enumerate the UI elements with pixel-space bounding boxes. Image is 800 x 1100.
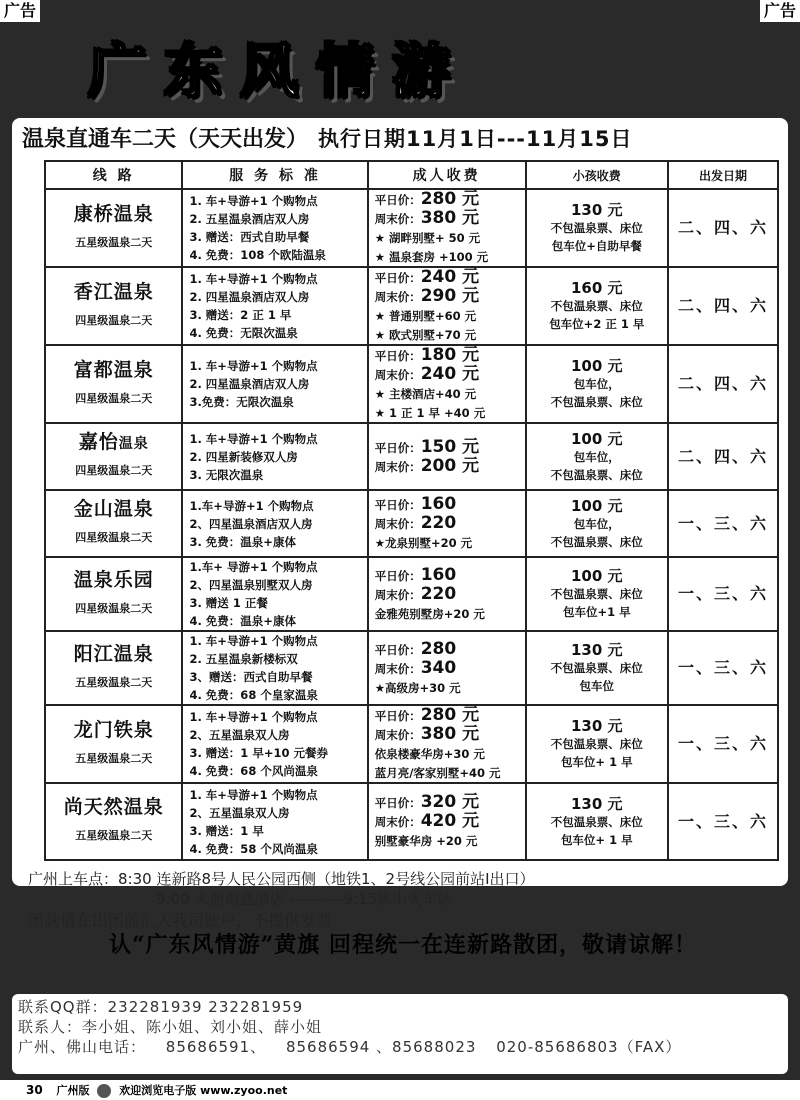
service-item: 2. 五星温泉酒店双人房 (189, 212, 310, 226)
child-price-cell (526, 189, 669, 267)
adult-price-cell (368, 267, 526, 345)
route-cell (45, 557, 182, 631)
adult-price-line (375, 725, 525, 744)
table-row (45, 557, 778, 631)
service-item: 1. 车+导游+1 个购物点 (189, 787, 318, 802)
child-price-cell (526, 783, 669, 860)
price-label: 蓝月亮/客家别墅+40 元 (374, 766, 501, 780)
child-price-note: 包车位， (573, 516, 620, 531)
route-title (46, 280, 181, 303)
price-label: 金雅苑别墅房+20 元 (374, 606, 485, 621)
route-cell (45, 267, 182, 345)
header-adult: 成人收费 (368, 161, 526, 189)
service-item: 3、赠送：西式自助早餐 (189, 670, 313, 684)
departure-days: 一、三、六 (668, 783, 778, 860)
route-cell (45, 783, 182, 860)
child-price-note: 不包温泉票、床位 (550, 587, 643, 601)
price-label: ★ 欧式别墅+70 元 (374, 328, 477, 342)
adult-price-line (375, 659, 525, 678)
route-name: 尚天然温泉 (63, 796, 164, 818)
price-table (44, 160, 779, 861)
child-price-note: 包车位 (579, 679, 615, 693)
route-name: 香江温泉 (73, 280, 154, 303)
service-cell (182, 557, 367, 631)
service-cell (182, 490, 367, 557)
price-value: 180 元 (420, 345, 480, 365)
adult-price-line (375, 209, 525, 228)
route-grade: 四星级温泉二天 (75, 313, 153, 327)
adult-price-line (375, 640, 525, 659)
adult-price-line (375, 403, 525, 422)
headline-title: 温泉直通车二天（天天出发） (22, 126, 309, 152)
departure-days: 二、四、六 (668, 345, 778, 423)
service-item: 3. 赠送：1 早+10 元餐券 (189, 746, 328, 760)
service-item: 1. 车+导游+1 个购物点 (189, 272, 318, 286)
child-price: 130 元 (571, 717, 623, 735)
child-price: 100 元 (571, 567, 623, 585)
adult-price-cell (368, 705, 526, 783)
route-title (46, 358, 181, 381)
departure-days: 二、四、六 (668, 189, 778, 267)
adult-price-line (375, 831, 525, 850)
publisher-logo-icon (97, 1084, 111, 1098)
child-price-cell (526, 705, 669, 783)
contact-phone (18, 1037, 782, 1057)
service-item: 4. 免费：68 个皇家温泉 (189, 688, 318, 702)
price-label: 周末价： (374, 459, 421, 474)
price-label: ★ 温泉套房 +100 元 (374, 250, 489, 264)
price-label: 周末价： (374, 368, 421, 382)
adult-price-line (375, 533, 525, 552)
child-price-note: 包车位+ 1 早 (560, 755, 633, 769)
price-label: 平日价： (374, 349, 421, 363)
adult-price-line (375, 585, 525, 604)
price-label: 平日价： (374, 498, 421, 512)
headline-period: 执行日期11月1日---11月15日 (318, 127, 633, 151)
service-cell (182, 705, 367, 783)
child-price-cell (526, 631, 669, 705)
child-price: 130 元 (571, 641, 623, 659)
child-price-cell (526, 423, 669, 490)
banner (6, 6, 794, 118)
adult-price-line (375, 793, 525, 812)
service-item: 1.车+导游+1 个购物点 (189, 498, 314, 513)
service-cell (182, 267, 367, 345)
table-row (45, 267, 778, 345)
table-header-row (45, 161, 778, 189)
contact-person: 联系人：李小姐、陈小姐、刘小姐、薛小姐 (18, 1018, 323, 1036)
adult-price-line (375, 438, 525, 457)
adult-price-cell (368, 423, 526, 490)
adult-price-line (375, 812, 525, 831)
price-label: ★ 普通别墅+60 元 (374, 309, 477, 323)
service-item: 3. 免费：温泉+康体 (189, 534, 296, 549)
price-label: 周末价： (374, 290, 421, 304)
price-label: 平日价： (374, 568, 421, 583)
price-value: 150 元 (420, 436, 480, 457)
header-service: 服 务 标 准 (182, 161, 367, 189)
table-body (45, 189, 778, 860)
service-item: 2、四星温泉酒店双人房 (189, 516, 313, 531)
route-grade: 五星级温泉二天 (75, 829, 153, 842)
adult-price-line (375, 365, 525, 384)
pickup-point: 广州上车点：8:30 连新路8号人民公园西侧（地铁1、2号线公园前站I出口） (28, 870, 535, 888)
price-value: 240 元 (420, 364, 480, 384)
child-price-note: 不包温泉票、床位 (550, 221, 643, 235)
table-row (45, 490, 778, 557)
adult-price-line (375, 514, 525, 533)
adult-price-cell (368, 783, 526, 860)
route-title (46, 568, 181, 591)
table-row (45, 705, 778, 783)
route-title (46, 202, 181, 225)
price-label: 平日价： (374, 642, 421, 657)
table-row (45, 631, 778, 705)
route-grade: 五星级温泉二天 (75, 675, 153, 689)
child-price-note: 包车位+自助早餐 (551, 239, 642, 253)
service-item: 3. 赠送：1 早 (189, 823, 264, 838)
child-price-cell (526, 267, 669, 345)
route-cell (45, 345, 182, 423)
price-value: 280 (420, 638, 457, 659)
price-value: 220 (420, 583, 457, 604)
service-item: 4. 免费：108 个欧陆温泉 (189, 248, 326, 262)
child-price-note: 不包温泉票、床位 (550, 395, 643, 409)
adult-price-line (375, 268, 525, 287)
adult-price-cell (368, 490, 526, 557)
service-cell (182, 189, 367, 267)
adult-price-cell (368, 189, 526, 267)
route-name: 嘉怡 (78, 431, 119, 453)
price-label: ★ 主楼酒店+40 元 (374, 387, 477, 401)
child-price-note: 包车位， (573, 449, 620, 464)
table-row (45, 423, 778, 490)
payment-note: 团款请在出团前汇入我司账户，不提供发票 (28, 911, 333, 930)
service-item: 4. 免费：58 个风尚温泉 (189, 841, 318, 856)
service-item: 2. 四星温泉酒店双人房 (189, 377, 310, 391)
route-title (46, 642, 181, 665)
route-cell (45, 490, 182, 557)
edition-label: 广州版 (56, 1084, 90, 1097)
service-cell (182, 423, 367, 490)
price-value: 290 元 (420, 286, 480, 306)
table-row (45, 783, 778, 860)
price-label: ★龙泉别墅+20 元 (374, 536, 473, 550)
price-label: ★ 湖畔别墅+ 50 元 (374, 231, 481, 245)
price-label: ★高级房+30 元 (374, 680, 461, 695)
price-label: 周末价： (374, 728, 421, 742)
route-title (46, 500, 181, 520)
adult-price-cell (368, 557, 526, 631)
adult-price-line (375, 287, 525, 306)
price-label: 周末价： (374, 661, 421, 676)
service-item: 2、五星温泉双人房 (189, 728, 290, 742)
footer-text: 欢迎浏览电子版 www.zyoo.net (119, 1084, 288, 1097)
child-price-note: 不包温泉票、床位 (550, 661, 643, 675)
route-name: 温泉乐园 (73, 568, 154, 591)
header-date: 出发日期 (668, 161, 778, 189)
price-value: 220 (420, 513, 457, 533)
route-cell (45, 705, 182, 783)
child-price: 130 元 (571, 201, 623, 219)
route-name: 龙门铁泉 (73, 718, 154, 741)
child-price-note: 包车位+1 早 (562, 605, 631, 619)
route-name-suffix: 温泉 (118, 436, 149, 452)
departure-days: 一、三、六 (668, 557, 778, 631)
adult-price-line (375, 384, 525, 403)
route-grade: 四星级温泉二天 (75, 531, 153, 544)
child-price-cell (526, 490, 669, 557)
price-label: 平日价： (374, 271, 421, 285)
price-label: 平日价： (374, 440, 421, 455)
route-grade: 四星级温泉二天 (75, 601, 153, 615)
price-label: 别墅豪华房 +20 元 (374, 834, 478, 848)
price-label: 周末价： (374, 517, 421, 531)
price-label: 平日价： (374, 709, 421, 723)
service-cell (182, 783, 367, 860)
banner-title: 广东风情游 (88, 37, 469, 105)
service-item: 1. 车+导游+1 个购物点 (189, 710, 318, 724)
child-price-note: 包车位+ 1 早 (560, 832, 633, 847)
price-value: 340 (420, 657, 457, 678)
service-item: 2. 五星温泉新楼标双 (189, 652, 298, 666)
price-value: 420 元 (420, 811, 480, 831)
header-child: 小孩收费 (526, 161, 669, 189)
child-price-note: 不包温泉票、床位 (550, 737, 643, 751)
route-name: 富都温泉 (73, 358, 154, 381)
adult-price-line (375, 306, 525, 325)
departure-days: 一、三、六 (668, 705, 778, 783)
price-value: 280 元 (420, 189, 480, 209)
ad-label-right: 广告 (760, 0, 800, 22)
adult-price-cell (368, 345, 526, 423)
page-number: 30 (26, 1083, 43, 1097)
price-value: 240 元 (420, 267, 480, 287)
phone-1: 85686591、 (165, 1038, 267, 1056)
service-cell (182, 631, 367, 705)
departure-days: 一、三、六 (668, 631, 778, 705)
adult-price-line (375, 457, 525, 476)
adult-price-line (375, 325, 525, 344)
route-title (46, 433, 181, 453)
adult-price-line (375, 744, 525, 763)
service-item: 2. 四星温泉酒店双人房 (189, 290, 310, 304)
departure-days: 一、三、六 (668, 490, 778, 557)
price-label: 周末价： (374, 212, 421, 226)
adult-price-line (375, 678, 525, 697)
ad-label-left: 广告 (0, 0, 40, 22)
route-cell (45, 423, 182, 490)
service-item: 2. 四星新装修双人房 (189, 449, 298, 464)
phone-2: 85686594 、85688023 (285, 1038, 477, 1056)
child-price-cell (526, 345, 669, 423)
service-item: 1. 车+导游+1 个购物点 (189, 194, 318, 208)
service-item: 2、四星温泉别墅双人房 (189, 578, 313, 592)
service-item: 3. 赠送：西式自助早餐 (189, 230, 310, 244)
price-label: 周末价： (374, 587, 421, 602)
child-price-note: 不包温泉票、床位 (550, 299, 643, 313)
route-name: 阳江温泉 (73, 642, 154, 665)
adult-price-line (375, 495, 525, 514)
child-price-note: 不包温泉票、床位 (550, 467, 643, 482)
route-cell (45, 631, 182, 705)
route-grade: 四星级温泉二天 (75, 464, 153, 477)
service-item: 1. 车+导游+1 个购物点 (189, 359, 318, 373)
child-price: 100 元 (571, 429, 623, 448)
service-cell (182, 345, 367, 423)
route-grade: 四星级温泉二天 (75, 391, 153, 405)
phone-label: 广州、佛山电话： (18, 1038, 147, 1056)
adult-price-line (375, 604, 525, 623)
service-item: 3. 赠送 1 正餐 (189, 596, 268, 610)
contact-qq: 联系QQ群：232281939 232281959 (18, 998, 304, 1016)
headline (22, 122, 778, 156)
adult-price-line (375, 190, 525, 209)
price-label: 周末价： (374, 815, 421, 829)
price-label: ★ 1 正 1 早 +40 元 (374, 406, 486, 420)
service-item: 4. 免费：68 个风尚温泉 (189, 764, 318, 778)
price-value: 160 (420, 494, 457, 514)
tour-panel (12, 118, 788, 958)
adult-price-line (375, 566, 525, 585)
child-price: 130 元 (571, 794, 623, 813)
info-block (28, 869, 778, 958)
adult-price-cell (368, 631, 526, 705)
service-item: 3.免费：无限次温泉 (189, 395, 294, 409)
service-item: 4. 免费：温泉+康体 (189, 614, 296, 628)
route-name: 康桥温泉 (73, 202, 154, 225)
price-value: 380 元 (420, 208, 480, 228)
route-name: 金山温泉 (73, 498, 154, 520)
departure-days: 二、四、六 (668, 423, 778, 490)
service-item: 1. 车+导游+1 个购物点 (189, 634, 318, 648)
service-item: 3. 赠送：2 正 1 早 (189, 308, 292, 322)
service-item: 2、五星温泉双人房 (189, 805, 290, 820)
child-price: 100 元 (571, 496, 623, 515)
route-grade: 五星级温泉二天 (75, 235, 153, 249)
phone-fax: 020-85686803（FAX） (496, 1038, 682, 1056)
slogan: 认“广东风情游”黄旗 回程统一在连新路散团，敬请谅解！ (109, 932, 697, 958)
departure-days: 二、四、六 (668, 267, 778, 345)
adult-price-line (375, 346, 525, 365)
child-price: 100 元 (571, 357, 623, 375)
price-value: 200 元 (420, 455, 480, 476)
service-item: 3. 无限次温泉 (189, 467, 264, 482)
price-value: 280 元 (420, 705, 480, 725)
header-route: 线 路 (45, 161, 182, 189)
service-item: 1. 车+导游+1 个购物点 (189, 431, 318, 446)
table-row (45, 345, 778, 423)
price-label: 依泉楼豪华房+30 元 (374, 747, 485, 761)
child-price-note: 不包温泉票、床位 (550, 814, 643, 829)
price-label: 平日价： (374, 193, 421, 207)
child-price-note: 不包温泉票、床位 (550, 534, 643, 549)
child-price-cell (526, 557, 669, 631)
adult-price-line (375, 247, 525, 266)
price-label: 平日价： (374, 796, 421, 810)
table-row (45, 189, 778, 267)
route-grade: 五星级温泉二天 (75, 751, 153, 765)
adult-price-line (375, 706, 525, 725)
service-item: 4. 免费：无限次温泉 (189, 326, 298, 340)
adult-price-line (375, 228, 525, 247)
price-value: 320 元 (420, 792, 480, 812)
price-value: 380 元 (420, 724, 480, 744)
contact-box (12, 994, 788, 1074)
price-value: 160 (420, 564, 457, 585)
route-cell (45, 189, 182, 267)
child-price-note: 包车位+2 正 1 早 (549, 317, 645, 331)
route-title (46, 798, 181, 818)
adult-price-line (375, 763, 525, 782)
route-title (46, 718, 181, 741)
service-item: 1.车+ 导游+1 个购物点 (189, 560, 318, 574)
pickup-point-secondary: 9:00 大沥海逸酒店 ----------9:15佛山火车站 (156, 890, 453, 908)
child-price-note: 包车位， (573, 377, 620, 391)
child-price: 160 元 (571, 279, 623, 297)
page-footer (0, 1080, 800, 1100)
